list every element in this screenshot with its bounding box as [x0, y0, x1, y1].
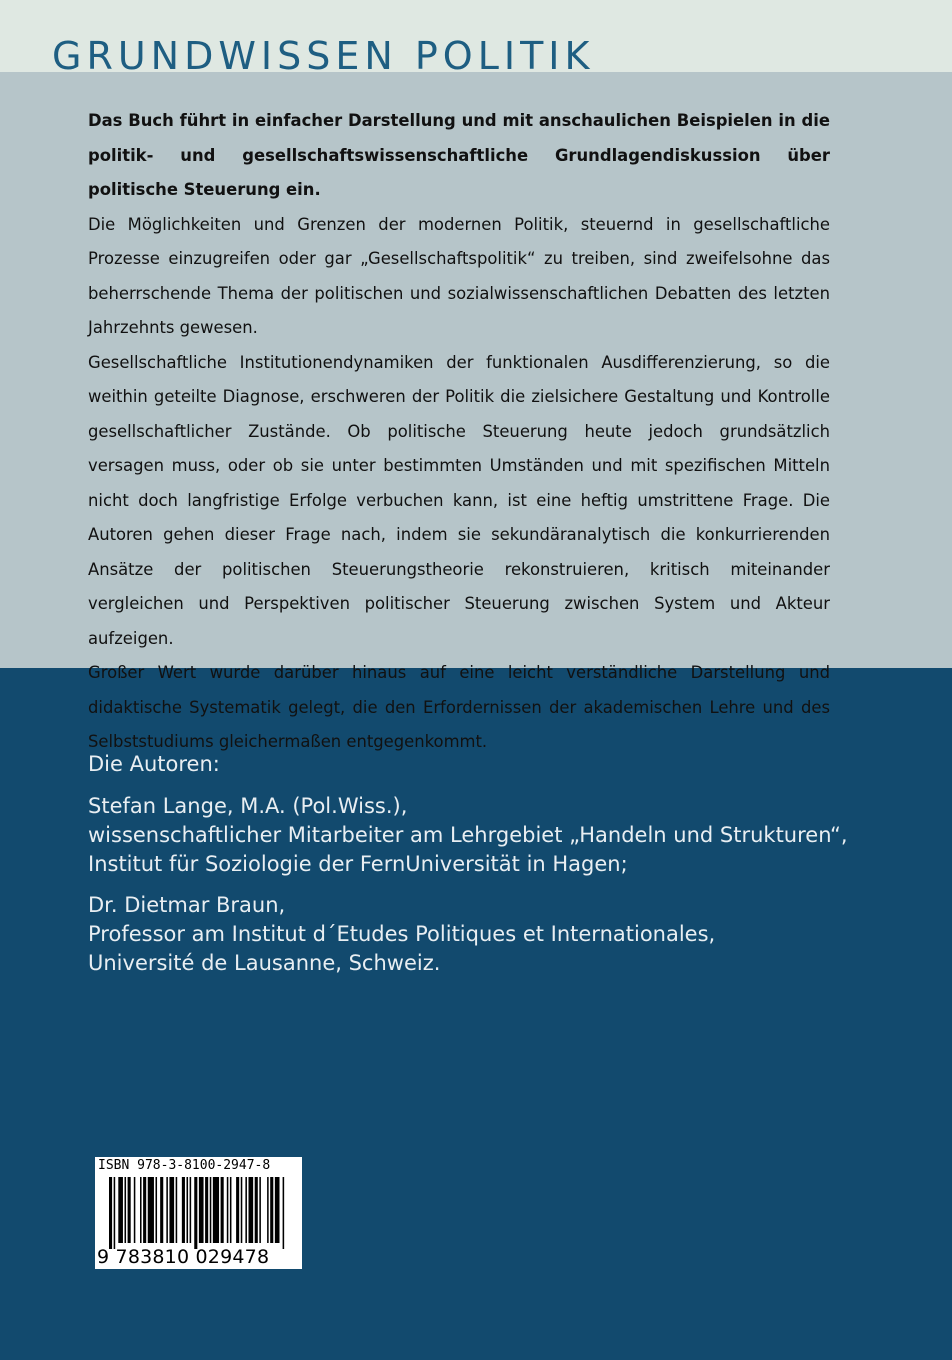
barcode-bar: [241, 1177, 243, 1243]
series-title: GRUNDWISSEN POLITIK: [52, 34, 595, 78]
description-paragraph: Die Möglichkeiten und Grenzen der modernen Politik, steuernd in gesellschaftliche Prozesse einzugreifen oder gar „Gesellschaftspolitik“ zu treiben, sind zweifelsohne das beherrschende Thema der politischen und sozialwissenschaftlichen Debatten des letzten Jahrzehnts gewesen.: [88, 214, 830, 337]
barcode-bar: [128, 1177, 131, 1243]
barcode-bar: [213, 1177, 219, 1243]
barcode-bar: [140, 1177, 142, 1243]
barcode-bar: [118, 1177, 123, 1243]
barcode-bar: [190, 1177, 192, 1243]
isbn-label: ISBN 978-3-8100-2947-8: [98, 1158, 271, 1173]
barcode-bar: [187, 1177, 189, 1243]
author-entry: [88, 891, 848, 978]
barcode-bar: [182, 1177, 185, 1243]
barcode-bar: [199, 1177, 204, 1243]
description-paragraph: Gesellschaftliche Institutionendynamiken der funktionalen Ausdifferenzierung, so die weithin geteilte Diagnose, erschweren der Politik die zielsichere Gestaltung und Kontrolle gesellschaftlicher Zustände. Ob politische Steuerung heute jedoch grundsätzlich versagen muss, oder ob sie unter bestimmten Umständen und mit spezifischen Mitteln nicht doch langfristige Erfolge verbuchen kann, ist eine heftig umstrittene Frage. Die Autoren gehen dieser Frage nach, indem sie sekundäranalytisch die konkurrierenden Ansätze der politischen Steuerungstheorie rekonstruieren, kritisch miteinander vergleichen und Perspektiven politischer Steuerung zwischen System und Akteur aufzeigen.: [88, 352, 830, 648]
barcode: [95, 1157, 302, 1269]
author-detail: Institut für Soziologie der FernUniversität in Hagen;: [88, 852, 628, 876]
authors-section: [88, 750, 848, 990]
authors-heading: Die Autoren:: [88, 752, 220, 776]
book-description: [88, 104, 830, 760]
barcode-bar: [245, 1177, 247, 1243]
barcode-bar: [230, 1177, 232, 1243]
author-detail: Université de Lausanne, Schweiz.: [88, 951, 441, 975]
barcode-bar: [249, 1177, 254, 1243]
barcode-bar: [134, 1177, 136, 1243]
barcode-bar: [267, 1177, 269, 1243]
author-name: Stefan Lange, M.A. (Pol.Wiss.),: [88, 794, 408, 818]
author-detail: Professor am Institut d´Etudes Politiques et Internationales,: [88, 922, 716, 946]
barcode-bar: [156, 1177, 158, 1243]
barcode-bar: [210, 1177, 212, 1243]
barcode-bar: [114, 1177, 116, 1249]
barcode-bar: [109, 1177, 112, 1249]
barcode-digits: 9 783810 029478: [97, 1246, 270, 1268]
barcode-bar: [221, 1177, 224, 1243]
author-name: Dr. Dietmar Braun,: [88, 893, 286, 917]
author-detail: wissenschaftlicher Mitarbeiter am Lehrgebiet „Handeln und Strukturen“,: [88, 823, 848, 847]
barcode-bar: [255, 1177, 258, 1243]
barcode-bar: [270, 1177, 273, 1243]
barcode-bar: [283, 1177, 285, 1249]
barcode-bar: [259, 1177, 261, 1243]
barcode-bar: [194, 1177, 197, 1249]
description-lead: Das Buch führt in einfacher Darstellung und mit anschaulichen Beispielen in die politik- und gesellschaftswissenschaftliche Grundlagendiskussion über politische Steuerung ein.: [88, 111, 830, 199]
barcode-bar: [148, 1177, 154, 1243]
description-paragraph: Großer Wert wurde darüber hinaus auf eine leicht verständliche Darstellung und didaktische Systematik gelegt, die den Erfordernissen der akademischen Lehre und des Selbststudiums gleichermaßen entgegenkommt.: [88, 663, 830, 751]
barcode-bar: [143, 1177, 146, 1243]
barcode-bar: [236, 1177, 239, 1243]
barcode-bar: [166, 1177, 168, 1243]
barcode-bar: [205, 1177, 208, 1243]
barcode-bar: [160, 1177, 163, 1243]
barcode-bar: [125, 1177, 127, 1243]
barcode-bars: [109, 1177, 287, 1249]
barcode-bar: [227, 1177, 229, 1243]
author-entry: [88, 792, 848, 879]
barcode-bar: [176, 1177, 178, 1243]
barcode-bar: [275, 1177, 280, 1243]
barcode-bar: [169, 1177, 174, 1243]
